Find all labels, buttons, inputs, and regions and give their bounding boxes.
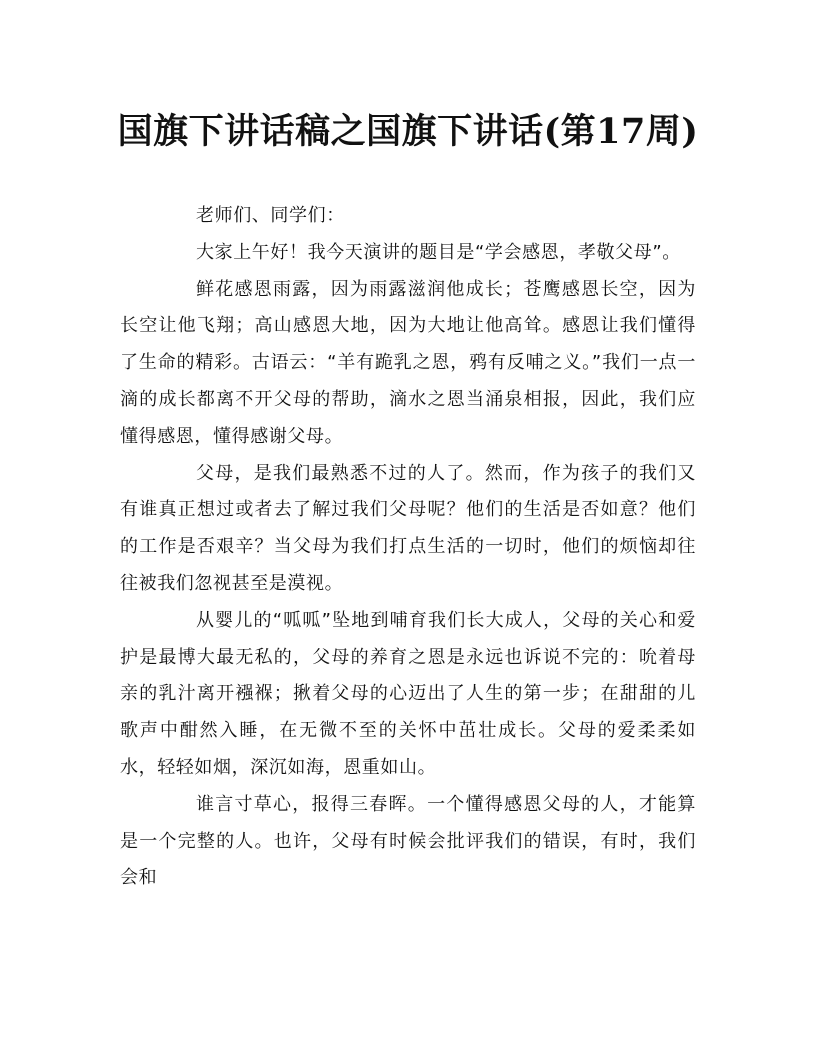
document-body xyxy=(120,198,696,897)
document-title: 国旗下讲话稿之国旗下讲话(第17周) xyxy=(117,111,699,152)
paragraph-parents: 父母，是我们最熟悉不过的人了。然而，作为孩子的我们又有谁真正想过或者去了解过我们父母呢？他们的生活是否如意？他们的工作是否艰辛？当父母为我们打点生活的一切时，他们的烦恼却往往被我们忽视甚至是漠视。 xyxy=(120,462,696,594)
paragraph-gratitude: 鲜花感恩雨露，因为雨露滋润他成长；苍鹰感恩长空，因为长空让他飞翔；高山感恩大地，因为大地让他高耸。感恩让我们懂得了生命的精彩。古语云：“羊有跪乳之恩，鸦有反哺之义。”我们一点一滴的成长都离不开父母的帮助，滴水之恩当涌泉相报，因此，我们应懂得感恩，懂得感谢父母。 xyxy=(120,278,696,447)
paragraph-upbringing: 从婴儿的“呱呱”坠地到哺育我们长大成人，父母的关心和爱护是最博大最无私的，父母的养育之恩是永远也诉说不完的：吮着母亲的乳汁离开襁褓；揪着父母的心迈出了人生的第一步；在甜甜的儿歌声中酣然入睡，在无微不至的关怀中茁壮成长。父母的爱柔柔如水，轻轻如烟，深沉如海，恩重如山。 xyxy=(120,609,696,778)
paragraph-salutation: 老师们、同学们： xyxy=(196,205,345,226)
paragraph-greeting: 大家上午好！我今天演讲的题目是“学会感恩，孝敬父母”。 xyxy=(196,241,681,263)
paragraph-filial: 谁言寸草心，报得三春晖。一个懂得感恩父母的人，才能算是一个完整的人。也许，父母有时候会批评我们的错误，有时，我们会和 xyxy=(120,793,696,889)
